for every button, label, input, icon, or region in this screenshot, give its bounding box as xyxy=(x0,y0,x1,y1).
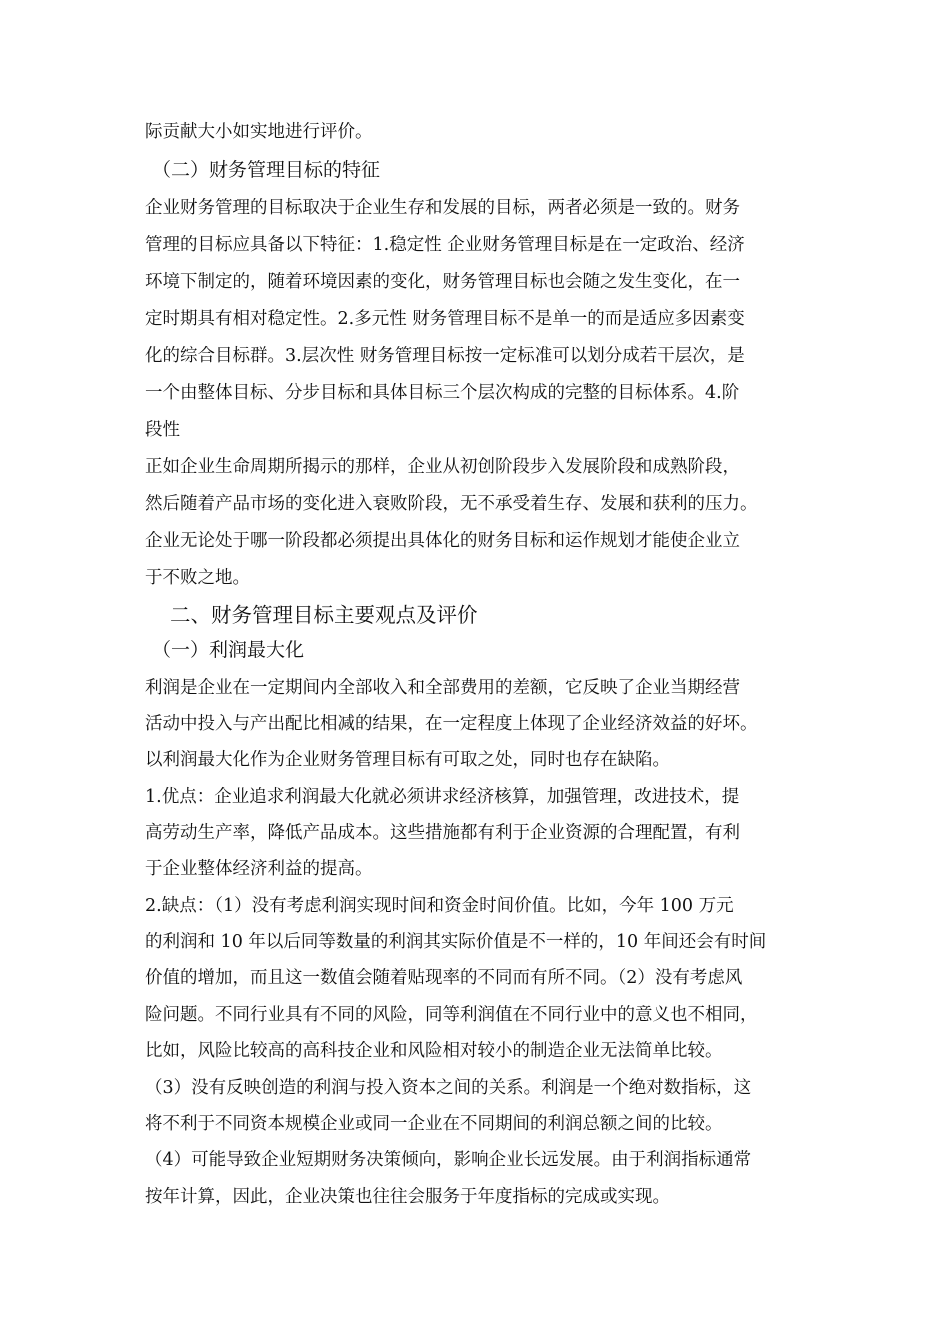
body-text-line: 活动中投入与产出配比相减的结果，在一定程度上体现了企业经济效益的好坏。 xyxy=(145,714,758,734)
body-text-line: 于不败之地。 xyxy=(145,568,250,588)
body-text-line: 将不利于不同资本规模企业或同一企业在不同期间的利润总额之间的比较。 xyxy=(145,1114,723,1134)
body-text-line: 企业无论处于哪一阶段都必须提出具体化的财务目标和运作规划才能使企业立 xyxy=(145,531,740,551)
body-text-line: 然后随着产品市场的变化进入衰败阶段，无不承受着生存、发展和获利的压力。 xyxy=(145,494,758,514)
body-text-line: （4）可能导致企业短期财务决策倾向，影响企业长远发展。由于利润指标通常 xyxy=(145,1150,752,1170)
body-text-line: 价值的增加，而且这一数值会随着贴现率的不同而有所不同。（2）没有考虑风 xyxy=(145,968,743,988)
chapter-heading: 二、财务管理目标主要观点及评价 xyxy=(170,603,478,627)
section-heading: （二）财务管理目标的特征 xyxy=(152,159,381,181)
body-text-line: 的利润和 10 年以后同等数量的利润其实际价值是不一样的，10 年间还会有时间 xyxy=(145,932,767,952)
body-text-line: 环境下制定的，随着环境因素的变化，财务管理目标也会随之发生变化，在一 xyxy=(145,272,740,292)
body-text-line: 比如，风险比较高的高科技企业和风险相对较小的制造企业无法简单比较。 xyxy=(145,1041,723,1061)
body-text-line: 定时期具有相对稳定性。2.多元性 财务管理目标不是单一的而是适应多因素变 xyxy=(145,309,745,329)
body-text-line: 管理的目标应具备以下特征：1.稳定性 企业财务管理目标是在一定政治、经济 xyxy=(145,235,745,255)
body-text-line: 于企业整体经济利益的提高。 xyxy=(145,859,373,879)
body-text-line: 企业财务管理的目标取决于企业生存和发展的目标，两者必须是一致的。财务 xyxy=(145,198,740,218)
body-text-line: 化的综合目标群。3.层次性 财务管理目标按一定标准可以划分成若干层次，是 xyxy=(145,346,745,366)
body-text-line: 正如企业生命周期所揭示的那样，企业从初创阶段步入发展阶段和成熟阶段， xyxy=(145,457,740,477)
body-text-line: 际贡献大小如实地进行评价。 xyxy=(145,122,373,142)
body-text-line: 一个由整体目标、分步目标和具体目标三个层次构成的完整的目标体系。4.阶 xyxy=(145,383,740,403)
body-text-line: （3）没有反映创造的利润与投入资本之间的关系。利润是一个绝对数指标，这 xyxy=(145,1078,752,1098)
body-text-line: 险问题。不同行业具有不同的风险，同等利润值在不同行业中的意义也不相同， xyxy=(145,1005,758,1025)
body-text-line: 高劳动生产率，降低产品成本。这些措施都有利于企业资源的合理配置，有利 xyxy=(145,823,740,843)
section-heading: （一）利润最大化 xyxy=(152,639,305,661)
body-text-line: 以利润最大化作为企业财务管理目标有可取之处，同时也存在缺陷。 xyxy=(145,750,670,770)
body-text-line: 按年计算，因此，企业决策也往往会服务于年度指标的完成或实现。 xyxy=(145,1187,670,1207)
body-text-line: 1.优点：企业追求利润最大化就必须讲求经济核算，加强管理，改进技术，提 xyxy=(145,787,740,807)
body-text-line: 2.缺点：（1）没有考虑利润实现时间和资金时间价值。比如，今年 100 万元 xyxy=(145,896,734,916)
body-text-line: 段性 xyxy=(145,420,180,440)
body-text-line: 利润是企业在一定期间内全部收入和全部费用的差额，它反映了企业当期经营 xyxy=(145,678,740,698)
